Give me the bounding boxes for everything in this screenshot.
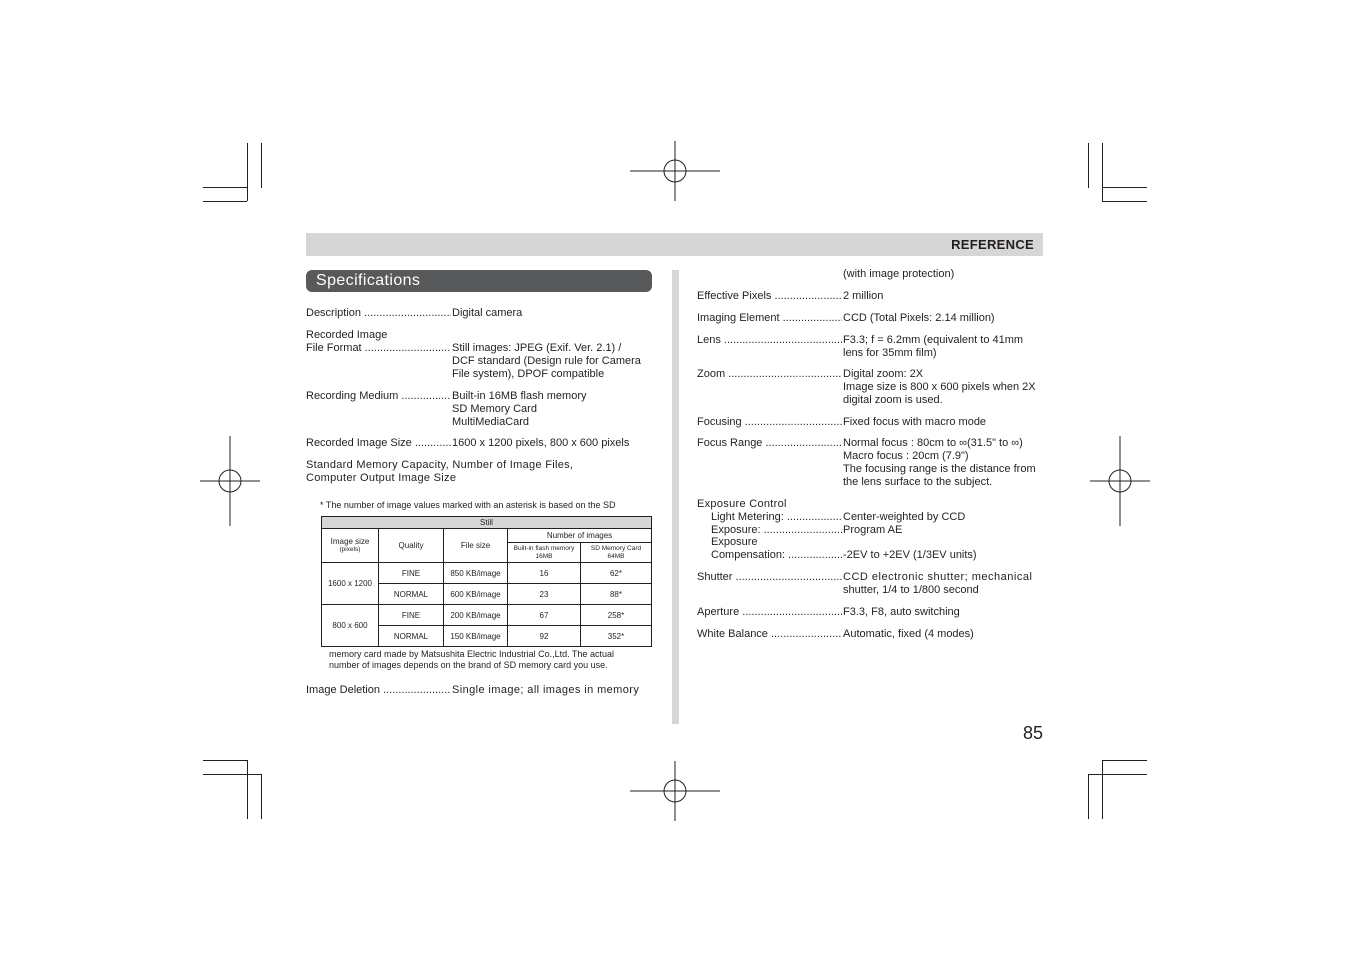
spec-label: Zoom ..... — [697, 368, 842, 381]
spec-value: SD Memory Card — [452, 403, 537, 415]
spec-value: Single image; all images in memory — [452, 684, 640, 696]
table-cell: 600 KB/image — [444, 584, 508, 605]
spec-label: Lens ..... — [697, 334, 842, 347]
table-cell: 200 KB/image — [444, 605, 508, 626]
spec-label: Recording Medium ..... — [306, 390, 451, 403]
registration-mark-icon — [1075, 436, 1165, 526]
registration-mark-icon — [630, 746, 720, 836]
crop-mark — [1102, 760, 1103, 819]
spec-label: Shutter ..... — [697, 571, 842, 584]
table-cell: 352* — [581, 626, 652, 647]
spec-label: Exposure — [711, 536, 758, 548]
spec-label: Exposure: ..... — [711, 524, 842, 537]
spec-value: Image size is 800 x 600 pixels when 2X — [843, 381, 1036, 393]
spec-label: File Format ..... — [306, 342, 451, 355]
crop-mark — [1102, 143, 1103, 201]
spec-shutter — [697, 571, 1043, 597]
crop-mark — [203, 760, 247, 761]
spec-value: digital zoom is used. — [843, 394, 943, 406]
table-cell: NORMAL — [379, 584, 444, 605]
spec-value: (with image protection) — [843, 268, 955, 280]
registration-mark-icon — [630, 126, 720, 216]
crop-mark — [247, 760, 248, 819]
spec-value: Automatic, fixed (4 modes) — [843, 628, 974, 640]
spec-exposure-compensation — [697, 549, 1043, 562]
table-row — [322, 563, 652, 584]
spec-value: 2 million — [843, 290, 884, 302]
table-cell: 92 — [508, 626, 581, 647]
table-cell: 258* — [581, 605, 652, 626]
table-cell: 16 — [508, 563, 581, 584]
registration-mark-icon — [185, 436, 275, 526]
spec-focus-range — [697, 437, 1043, 489]
spec-label: Image Deletion ..... — [306, 684, 451, 697]
table-header-label: Image size — [330, 537, 370, 546]
spec-label: Focus Range ..... — [697, 437, 842, 450]
spec-value: F3.3, F8, auto switching — [843, 606, 960, 618]
table-cell: 850 KB/image — [444, 563, 508, 584]
spec-value: Digital camera — [452, 307, 523, 319]
reference-header-band — [306, 233, 1043, 256]
spec-white-balance — [697, 628, 1043, 641]
page-title: Specifications — [306, 270, 652, 292]
spec-label: Effective Pixels ..... — [697, 290, 842, 303]
capacity-heading: Computer Output Image Size — [306, 472, 457, 484]
spec-label: White Balance ..... — [697, 628, 842, 641]
table-header-sub: (pixels) — [339, 546, 361, 553]
table-cell: FINE — [379, 563, 444, 584]
spec-value: -2EV to +2EV (1/3EV units) — [843, 549, 977, 561]
crop-mark — [203, 187, 247, 188]
spec-imaging-element — [697, 312, 1043, 325]
crop-mark — [1102, 201, 1147, 202]
spec-value: 1600 x 1200 pixels, 800 x 600 pixels — [452, 437, 630, 449]
table-row — [322, 605, 652, 626]
spec-recording-medium — [306, 390, 652, 429]
spec-value: F3.3; f = 6.2mm (equivalent to 41mm — [843, 334, 1024, 346]
spec-zoom — [697, 368, 1043, 407]
spec-image-size — [306, 437, 652, 450]
table-cell: 88* — [581, 584, 652, 605]
table-cell: 800 x 600 — [322, 605, 379, 647]
spec-light-metering — [697, 511, 1043, 524]
spec-label: Imaging Element ..... — [697, 312, 842, 325]
spec-value: DCF standard (Design rule for Camera — [452, 355, 641, 367]
spec-description — [306, 307, 652, 320]
crop-mark — [1102, 760, 1147, 761]
spec-lens — [697, 334, 1043, 360]
spec-value: MultiMediaCard — [452, 416, 530, 428]
crop-mark — [1102, 187, 1147, 188]
table-header: Quality — [379, 529, 444, 563]
spec-label: Aperture ..... — [697, 606, 842, 619]
crop-mark — [261, 774, 262, 819]
crop-mark — [1088, 774, 1089, 819]
spec-aperture — [697, 606, 1043, 619]
spec-value: lens for 35mm film) — [843, 347, 937, 359]
spec-label: Description ..... — [306, 307, 451, 320]
spec-value: CCD (Total Pixels: 2.14 million) — [843, 312, 995, 324]
spec-effective-pixels — [697, 290, 1043, 303]
spec-focusing — [697, 416, 1043, 429]
table-cell: 62* — [581, 563, 652, 584]
table-header: SD Memory Card 64MB — [581, 543, 652, 563]
table-cell: 1600 x 1200 — [322, 563, 379, 605]
table-cell: NORMAL — [379, 626, 444, 647]
table-header: File size — [444, 529, 508, 563]
spec-value: shutter, 1/4 to 1/800 second — [843, 584, 979, 596]
footnote: number of images depends on the brand of SD memory card you use. — [329, 660, 608, 670]
spec-value: Fixed focus with macro mode — [843, 416, 987, 428]
spec-value: The focusing range is the distance from — [843, 463, 1036, 475]
table-cell: 150 KB/image — [444, 626, 508, 647]
spec-label: Exposure Control — [697, 498, 787, 510]
spec-value: Macro focus : 20cm (7.9") — [843, 450, 969, 462]
crop-mark — [203, 774, 261, 775]
table-cell: 67 — [508, 605, 581, 626]
spec-file-format — [306, 342, 652, 381]
crop-mark — [261, 143, 262, 188]
column-divider — [672, 270, 679, 724]
crop-mark — [203, 201, 247, 202]
spec-value: the lens surface to the subject. — [843, 476, 993, 488]
footnote: * The number of image values marked with an asterisk is based on the SD — [320, 500, 616, 510]
spec-value: File system), DPOF compatible — [452, 368, 605, 380]
page-number: 85 — [1023, 723, 1044, 743]
spec-value: Program AE — [843, 524, 903, 536]
spec-label: Recorded Image Size ..... — [306, 437, 451, 450]
spec-value: Center-weighted by CCD — [843, 511, 966, 523]
table-header — [322, 529, 379, 563]
spec-value: Digital zoom: 2X — [843, 368, 924, 380]
crop-mark — [247, 143, 248, 201]
capacity-table — [321, 516, 652, 647]
table-cell: FINE — [379, 605, 444, 626]
spec-image-deletion — [306, 684, 652, 697]
crop-mark — [1088, 143, 1089, 188]
table-cell: 23 — [508, 584, 581, 605]
spec-label: Compensation: ..... — [711, 549, 842, 562]
spec-label: Light Metering: ..... — [711, 511, 842, 524]
capacity-heading: Standard Memory Capacity, Number of Image Files, — [306, 459, 574, 471]
spec-value: Built-in 16MB flash memory — [452, 390, 587, 402]
table-header: Still — [322, 517, 652, 529]
table-header: Number of images — [508, 529, 652, 543]
spec-label: Recorded Image — [306, 329, 388, 341]
crop-mark — [1088, 774, 1147, 775]
footnote: memory card made by Matsushita Electric Industrial Co.,Ltd. The actual — [329, 649, 614, 659]
section-label: REFERENCE — [951, 237, 1034, 252]
table-header: Built-in flash memory 16MB — [508, 543, 581, 563]
spec-value: Still images: JPEG (Exif. Ver. 2.1) / — [452, 342, 622, 354]
spec-value: Normal focus : 80cm to ∞(31.5" to ∞) — [843, 437, 1023, 449]
spec-label: Focusing ..... — [697, 416, 842, 429]
spec-value: CCD electronic shutter; mechanical — [843, 571, 1033, 583]
